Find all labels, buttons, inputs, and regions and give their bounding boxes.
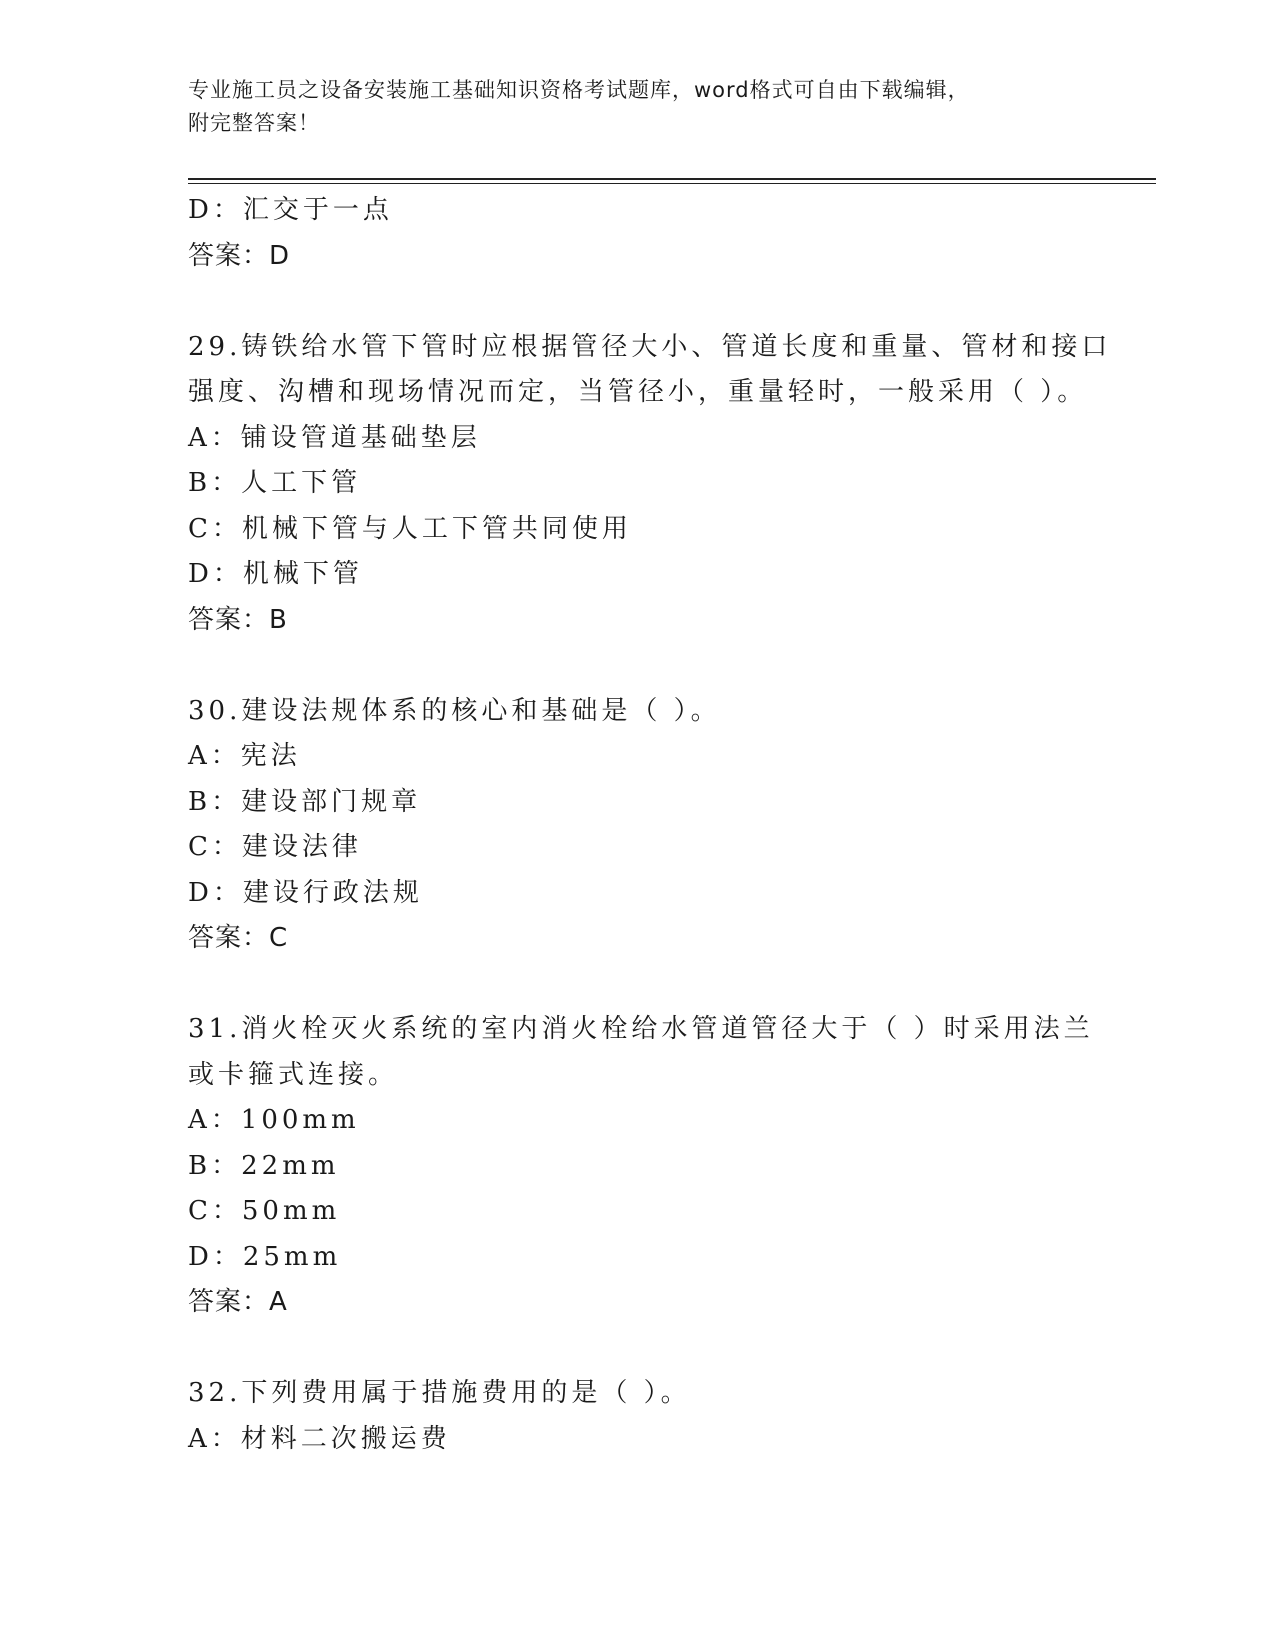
question-stem: 强度、沟槽和现场情况而定，当管径小，重量轻时，一般采用（ ）。	[188, 377, 1088, 407]
option-c: C：50mm	[188, 1196, 341, 1226]
option-d: D：汇交于一点	[188, 195, 393, 225]
question-31	[188, 1007, 1094, 1326]
question-content	[188, 188, 1112, 1462]
option-d: D：建设行政法规	[188, 877, 423, 908]
previous-question-tail	[188, 188, 1088, 279]
spacer	[188, 643, 1088, 689]
question-29	[188, 325, 1112, 644]
option-b: B：人工下管	[188, 468, 362, 498]
question-stem: 或卡箍式连接。	[188, 1059, 399, 1090]
header-divider-thick	[188, 178, 1156, 180]
question-32	[188, 1371, 1088, 1462]
spacer	[188, 1326, 1088, 1372]
spacer	[188, 962, 1088, 1008]
option-a: A：100mm	[188, 1105, 360, 1135]
answer: 答案：C	[188, 923, 289, 953]
question-stem: 29.铸铁给水管下管时应根据管径大小、管道长度和重量、管材和接口	[188, 331, 1112, 362]
option-d: D：机械下管	[188, 559, 363, 589]
option-d: D：25mm	[188, 1241, 342, 1272]
answer: 答案：D	[188, 240, 291, 271]
option-a: A：铺设管道基础垫层	[188, 422, 481, 453]
header-line-1: 专业施工员之设备安装施工基础知识资格考试题库，word格式可自由下载编辑，	[188, 78, 970, 102]
question-30	[188, 689, 1088, 962]
question-stem: 32.下列费用属于措施费用的是（ ）。	[188, 1378, 691, 1408]
option-b: B：建设部门规章	[188, 786, 422, 817]
question-stem: 30.建设法规体系的核心和基础是（ ）。	[188, 695, 721, 726]
header-divider-thin	[188, 183, 1156, 184]
question-stem: 31.消火栓灭火系统的室内消火栓给水管道管径大于（ ）时采用法兰	[188, 1014, 1094, 1044]
document-header	[188, 74, 1088, 140]
answer: 答案：A	[188, 1287, 288, 1317]
spacer	[188, 279, 1088, 325]
option-c: C：建设法律	[188, 832, 362, 862]
option-c: C：机械下管与人工下管共同使用	[188, 513, 632, 544]
option-b: B：22mm	[188, 1150, 340, 1181]
option-a: A：宪法	[188, 741, 301, 771]
header-line-2: 附完整答案！	[188, 111, 320, 135]
answer: 答案：B	[188, 604, 288, 635]
option-a: A：材料二次搬运费	[188, 1423, 451, 1454]
